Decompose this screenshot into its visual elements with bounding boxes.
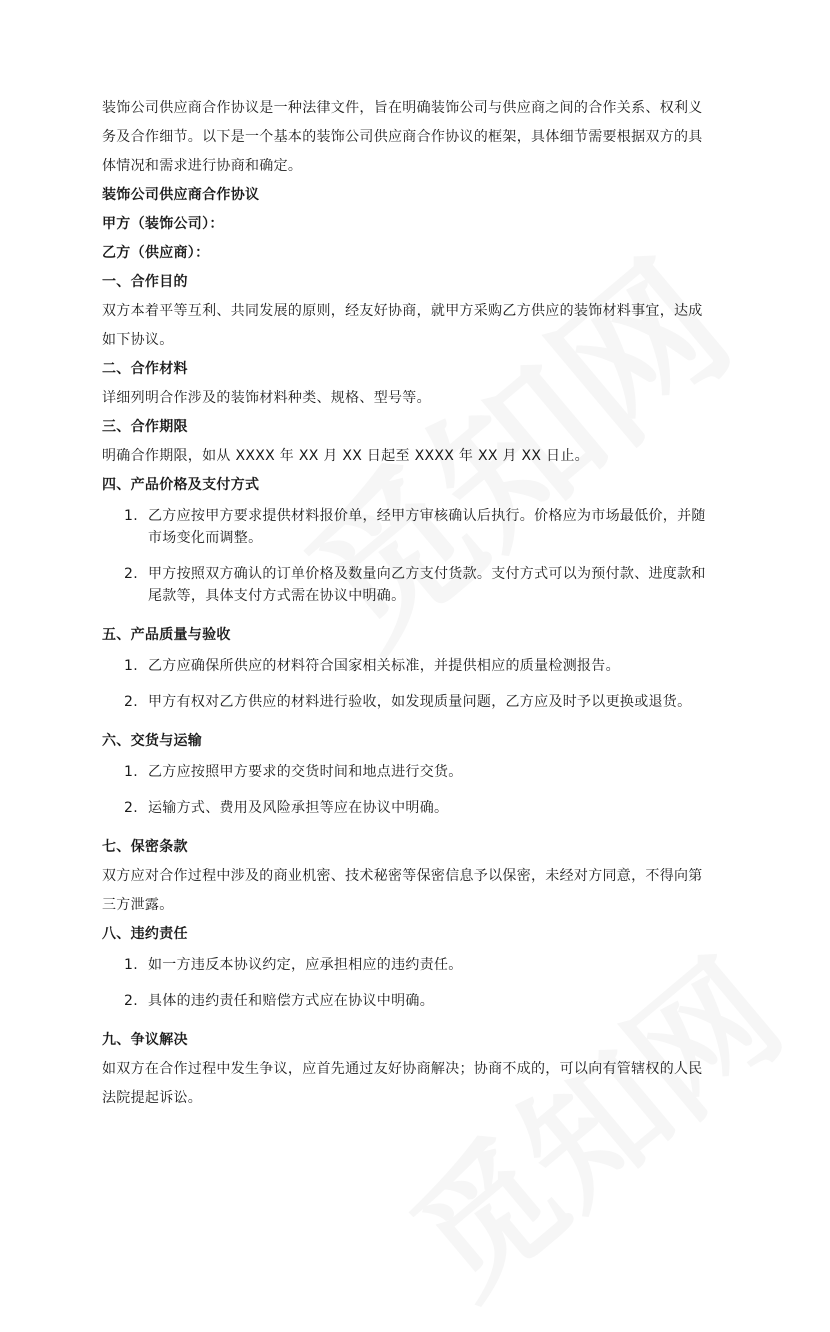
list-item [102, 761, 732, 783]
section-7-line-2: 三方泄露。 [102, 897, 174, 913]
list-item-line-1: 乙方应按甲方要求提供材料报价单，经甲方审核确认后执行。价格应为市场最低价，并随 [148, 508, 706, 524]
section-5-list [102, 655, 732, 713]
intro-line-2: 务及合作细节。以下是一个基本的装饰公司供应商合作协议的框架，具体细节需要根据双方的具 [102, 129, 703, 145]
section-2-line-1: 详细列明合作涉及的装饰材料种类、规格、型号等。 [102, 390, 431, 406]
list-item-line-1: 具体的违约责任和赔偿方式应在协议中明确。 [148, 993, 434, 1009]
list-item-line-2: 市场变化而调整。 [148, 530, 263, 546]
document-body [102, 94, 732, 1113]
intro-line-1: 装饰公司供应商合作协议是一种法律文件，旨在明确装饰公司与供应商之间的合作关系、权利义 [102, 100, 703, 116]
list-item-line-1: 乙方应按照甲方要求的交货时间和地点进行交货。 [148, 764, 463, 780]
list-item [102, 505, 732, 549]
list-number: 1. [124, 957, 138, 973]
section-4-list [102, 505, 732, 607]
list-number: 1. [124, 658, 138, 674]
list-item-line-1: 甲方有权对乙方供应的材料进行验收，如发现质量问题，乙方应及时予以更换或退货。 [148, 694, 692, 710]
section-heading-8: 八、违约责任 [102, 926, 188, 942]
list-item [102, 655, 732, 677]
section-heading-4: 四、产品价格及支付方式 [102, 477, 260, 493]
list-item [102, 691, 732, 713]
list-item [102, 954, 732, 976]
section-9-line-1: 如双方在合作过程中发生争议，应首先通过友好协商解决；协商不成的，可以向有管辖权的人民 [102, 1061, 703, 1077]
section-heading-5: 五、产品质量与验收 [102, 627, 231, 643]
list-number: 2. [124, 800, 138, 816]
list-number: 2. [124, 993, 138, 1009]
document-title: 装饰公司供应商合作协议 [102, 187, 260, 203]
list-item-line-1: 如一方违反本协议约定，应承担相应的违约责任。 [148, 957, 463, 973]
section-heading-3: 三、合作期限 [102, 419, 188, 435]
party-b: 乙方（供应商）： [102, 245, 210, 261]
list-item [102, 990, 732, 1012]
intro-line-3: 体情况和需求进行协商和确定。 [102, 158, 303, 174]
section-8-list [102, 954, 732, 1012]
list-number: 1. [124, 764, 138, 780]
section-heading-7: 七、保密条款 [102, 839, 188, 855]
list-item-line-1: 甲方按照双方确认的订单价格及数量向乙方支付货款。支付方式可以为预付款、进度款和 [148, 566, 706, 582]
list-number: 1. [124, 508, 138, 524]
section-heading-2: 二、合作材料 [102, 361, 188, 377]
list-item-line-2: 尾款等，具体支付方式需在协议中明确。 [148, 588, 406, 604]
list-number: 2. [124, 566, 138, 582]
list-number: 2. [124, 694, 138, 710]
section-heading-6: 六、交货与运输 [102, 733, 203, 749]
list-item-line-1: 乙方应确保所供应的材料符合国家相关标准，并提供相应的质量检测报告。 [148, 658, 620, 674]
list-item [102, 797, 732, 819]
list-item [102, 563, 732, 607]
section-heading-1: 一、合作目的 [102, 274, 188, 290]
section-heading-9: 九、争议解决 [102, 1032, 188, 1048]
section-1-line-1: 双方本着平等互利、共同发展的原则，经友好协商，就甲方采购乙方供应的装饰材料事宜，达成 [102, 303, 703, 319]
section-6-list [102, 761, 732, 819]
party-a: 甲方（装饰公司）： [102, 216, 224, 232]
list-item-line-1: 运输方式、费用及风险承担等应在协议中明确。 [148, 800, 449, 816]
section-3-line-1: 明确合作期限，如从 XXXX 年 XX 月 XX 日起至 XXXX 年 XX 月 XX 日止。 [102, 448, 589, 464]
section-1-line-2: 如下协议。 [102, 332, 174, 348]
section-7-line-1: 双方应对合作过程中涉及的商业机密、技术秘密等保密信息予以保密，未经对方同意，不得向第 [102, 868, 703, 884]
section-9-line-2: 法院提起诉讼。 [102, 1090, 203, 1106]
